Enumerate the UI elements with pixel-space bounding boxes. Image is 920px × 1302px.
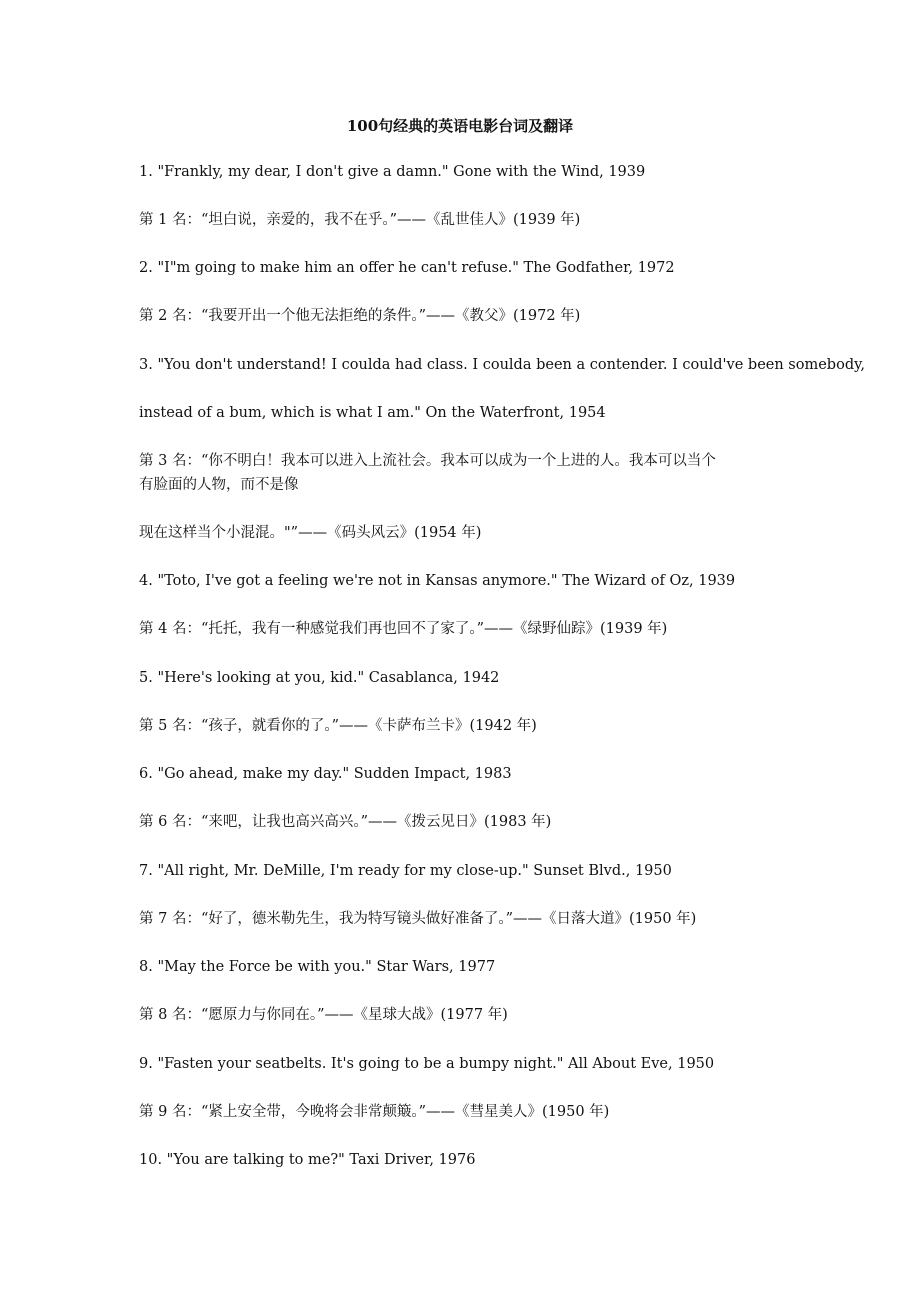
quote-en-8: 8. "May the Force be with you." Star Wars, 1977 <box>139 959 496 975</box>
document-title: 100句经典的英语电影台词及翻译 <box>346 117 574 135</box>
quote-en-2: 2. "I"m going to make him an offer he can't refuse." The Godfather, 1972 <box>139 260 675 276</box>
quote-cn-7: 第 7 名：“好了，德米勒先生，我为特写镜头做好准备了。”——《日落大道》(1950 年) <box>139 911 697 927</box>
quote-en-4: 4. "Toto, I've got a feeling we're not in Kansas anymore." The Wizard of Oz, 1939 <box>139 573 736 589</box>
quote-en-5: 5. "Here's looking at you, kid." Casablanca, 1942 <box>139 670 500 686</box>
quote-cn-3: 第 3 名：“你不明白！我本可以进入上流社会。我本可以成为一个上进的人。我本可以当个 <box>139 453 716 469</box>
quote-cn-5: 第 5 名：“孩子，就看你的了。”——《卡萨布兰卡》(1942 年) <box>139 718 537 734</box>
quote-cn-6: 第 6 名：“来吧，让我也高兴高兴。”——《拨云见日》(1983 年) <box>139 814 552 830</box>
quote-en-3-cont: instead of a bum, which is what I am." On the Waterfront, 1954 <box>139 405 606 421</box>
quote-cn-3-cont: 有脸面的人物，而不是像 <box>139 477 299 493</box>
quote-cn-8: 第 8 名：“愿原力与你同在。”——《星球大战》(1977 年) <box>139 1007 508 1023</box>
quote-en-1: 1. "Frankly, my dear, I don't give a damn." Gone with the Wind, 1939 <box>139 164 646 180</box>
quote-cn-4: 第 4 名：“托托，我有一种感觉我们再也回不了家了。”——《绿野仙踪》(1939 年) <box>139 621 668 637</box>
quote-cn-2: 第 2 名：“我要开出一个他无法拒绝的条件。”——《教父》(1972 年) <box>139 308 581 324</box>
quote-cn-3-end: 现在这样当个小混混。"”——《码头风云》(1954 年) <box>139 525 482 541</box>
quote-en-9: 9. "Fasten your seatbelts. It's going to be a bumpy night." All About Eve, 1950 <box>139 1056 715 1072</box>
quote-en-6: 6. "Go ahead, make my day." Sudden Impact, 1983 <box>139 766 512 782</box>
quote-en-7: 7. "All right, Mr. DeMille, I'm ready for my close-up." Sunset Blvd., 1950 <box>139 863 672 879</box>
quote-en-3: 3. "You don't understand! I coulda had class. I coulda been a contender. I could've been somebody, <box>139 357 865 373</box>
quote-cn-1: 第 1 名：“坦白说，亲爱的，我不在乎。”——《乱世佳人》(1939 年) <box>139 212 581 228</box>
quote-en-10: 10. "You are talking to me?" Taxi Driver, 1976 <box>139 1152 476 1168</box>
quote-cn-9: 第 9 名：“紧上安全带，今晚将会非常颠簸。”——《彗星美人》(1950 年) <box>139 1104 610 1120</box>
